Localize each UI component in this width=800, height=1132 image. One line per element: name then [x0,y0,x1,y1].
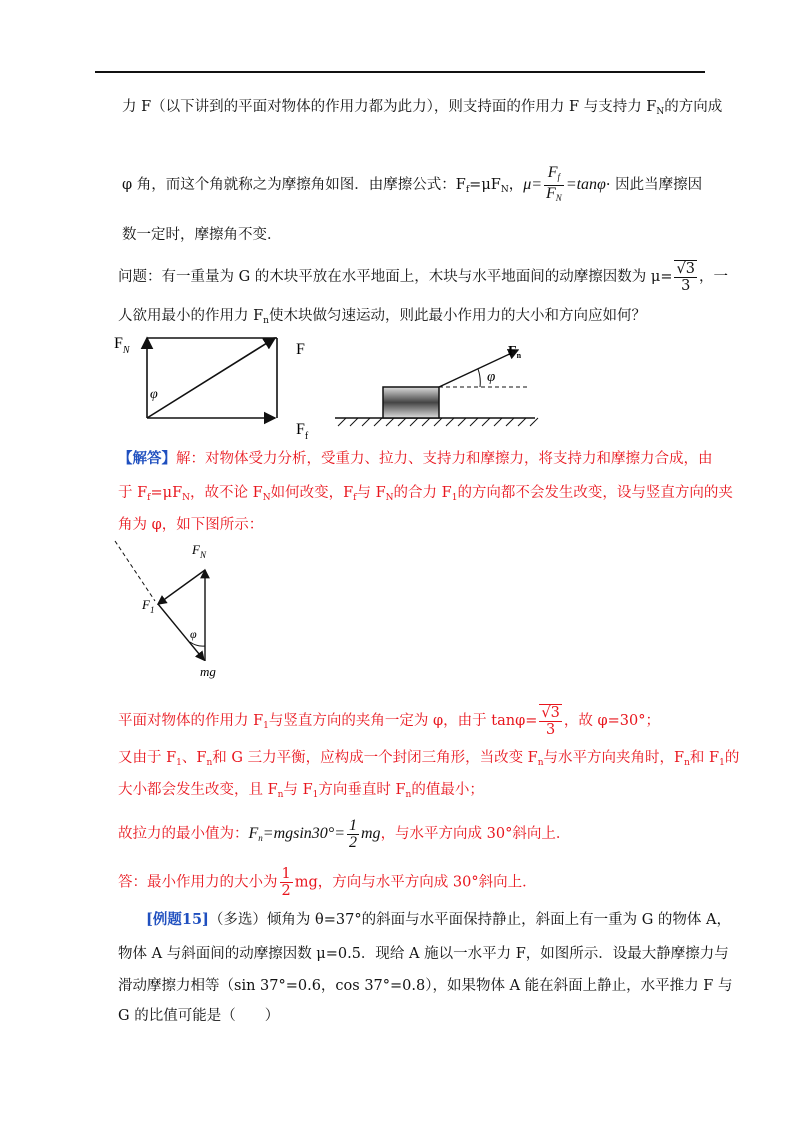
example-line: G 的比值可能是（ ） [118,1008,280,1024]
label-f1: $F_1$ [142,597,155,615]
label-fn2: $F_n$ [508,344,522,360]
solution-line: 角为 φ，如下图所示： [118,517,264,533]
label-phi: φ [150,387,158,402]
wooden-block [383,387,439,418]
angle-arc [478,369,480,387]
label-fn: $F_N$ [192,542,206,560]
min-force-formula: $F_n=mgsin30^\circ=$ $\frac{1}{2}$ mg [248,817,381,851]
label-phi2: φ [487,369,496,385]
paragraph-line: φ 角，而这个角就称之为摩擦角如图．由摩擦公式：$F_f=\mu F_N$，μ= $\frac{F_f}{F_N}$ =tanφ· 因此当摩擦因 [122,164,703,203]
mg-arrow [158,604,204,660]
step-line: 故拉力的最小值为：$F_n=mgsin30^\circ=$ $\frac{1}{2}$ mg，与水平方向成 30°斜向上． [118,817,571,851]
header-rule [95,71,705,73]
problem-line: 人欲用最小的作用力 $F_n$使木块做匀速运动，则此最小作用力的大小和方向应如何？ [118,308,646,326]
figure-force-triangle [110,536,240,686]
figure-friction-angle [110,330,540,440]
pull-force-arrow [439,350,518,387]
f1-extension-dash [115,541,155,601]
label-fn: $F_N$ [114,335,130,356]
solution-line: 于 $F_f=\mu F_N$，故不论 $F_N$如何改变，$F_f$与 $F_N$的合力 $F_1$的方向都不会发生改变，设与竖直方向的夹 [118,485,733,503]
example-line: [例题15]（多选）倾角为 θ=37°的斜面与水平面保持静止，斜面上有一重为 G 的物体 A， [146,911,731,928]
label-ff: $F_f$ [296,421,309,442]
resultant-force-arrow [147,338,275,418]
label-f: F [296,341,305,358]
label-phi: φ [190,627,197,641]
step-line: 平面对物体的作用力 $F_1$与竖直方向的夹角一定为 φ，由于 tanφ= $\frac{√3}{3}$ ，故 φ=30°； [118,705,660,738]
step-line: 大小都会发生改变，且 $F_n$与 $F_1$方向垂直时 $F_n$的值最小； [118,782,484,800]
example-line: 滑动摩擦力相等（sin 37°=0.6，cos 37°=0.8），如果物体 A 能在斜面上静止，水平推力 F 与 [118,978,733,994]
friction-formula: μ= $\frac{F_f}{F_N}$ =tanφ [523,164,606,203]
example-line: 物体 A 与斜面间的动摩擦因数 μ=0.5．现给 A 施以一水平力 F，如图所示．设最大静摩擦力与 [118,946,729,962]
solution-line: 【解答】解：对物体受力分析，受重力、拉力、支持力和摩擦力，将支持力和摩擦力合成，由 [118,450,713,467]
paragraph-line: 数一定时，摩擦角不变． [122,227,282,243]
f1-arrow [158,570,205,604]
ground-hatch [338,418,538,426]
problem-line: 问题：有一重量为 G 的木块平放在水平地面上，木块与水平地面间的动摩擦因数为 μ= $\frac{√3}{3}$ ，一 [118,261,728,294]
label-mg: mg [200,664,216,679]
answer-line: 答：最小作用力的大小为 $\frac{1}{2}$ mg，方向与水平方向成 30°斜向上． [118,866,537,899]
step-line: 又由于 $F_1$、$F_n$和 G 三力平衡，应构成一个封闭三角形，当改变 $F_n$与水平方向夹角时，$F_n$和 $F_1$的 [118,750,740,768]
paragraph-line: 力 F（以下讲到的平面对物体的作用力都为此力），则支持面的作用力 F 与支持力 $F_N$的方向成 [122,99,723,117]
